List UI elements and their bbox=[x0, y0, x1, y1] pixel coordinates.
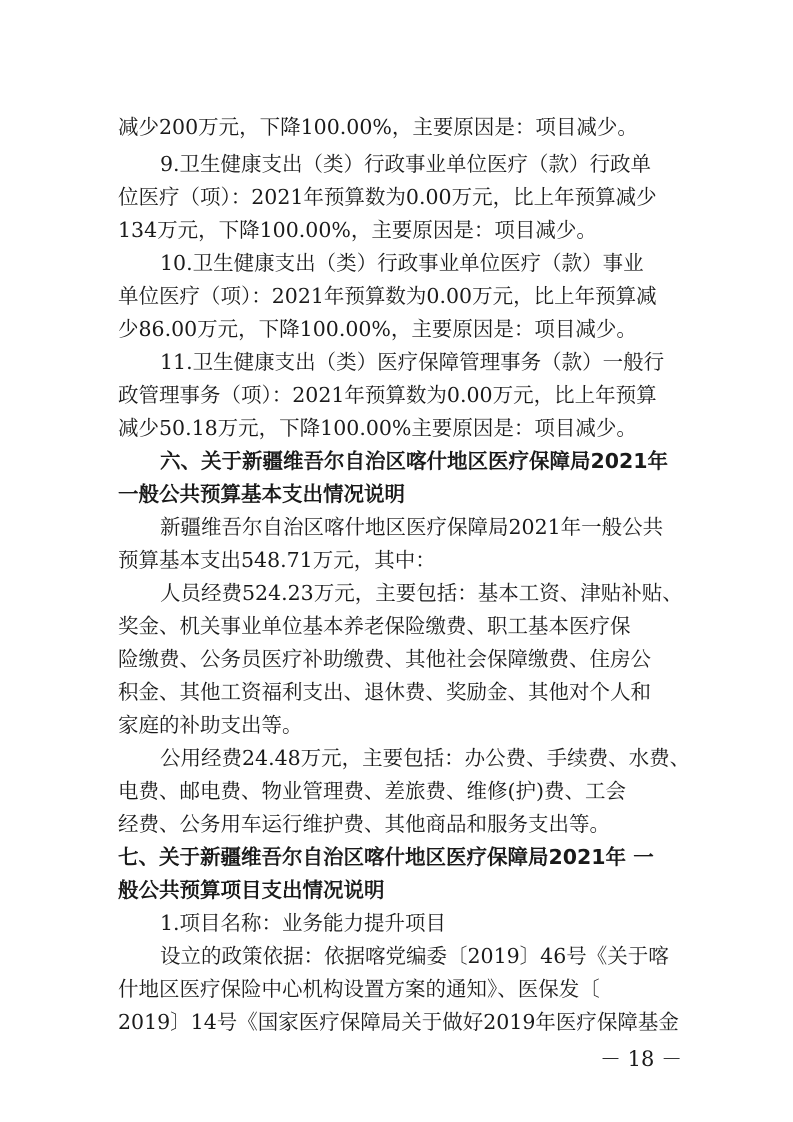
section-heading: 一般公共预算基本支出情况说明 bbox=[118, 482, 405, 506]
paragraph-line: 134万元，下降100.00%，主要原因是：项目减少。 bbox=[118, 218, 597, 242]
page-number: － 18 － bbox=[600, 1047, 683, 1071]
section-heading: 般公共预算项目支出情况说明 bbox=[118, 878, 385, 902]
paragraph-line: 预算基本支出548.71万元，其中： bbox=[118, 548, 436, 572]
paragraph-line: 减少200万元，下降100.00%，主要原因是：项目减少。 bbox=[118, 115, 638, 139]
paragraph-line: 少86.00万元，下降100.00%，主要原因是：项目减少。 bbox=[118, 317, 637, 341]
paragraph-line: 政管理事务（项）：2021年预算数为0.00万元，比上年预算 bbox=[118, 383, 657, 407]
paragraph-line: 什地区医疗保险中心机构设置方案的通知》、医保发〔 bbox=[118, 977, 600, 1001]
paragraph-line: 位医疗（项）：2021年预算数为0.00万元，比上年预算减少 bbox=[118, 185, 657, 209]
paragraph-line: 奖金、机关事业单位基本养老保险缴费、职工基本医疗保 bbox=[118, 614, 631, 638]
paragraph-line: 减少50.18万元，下降100.00%主要原因是：项目减少。 bbox=[118, 416, 637, 440]
section-heading: 七、关于新疆维吾尔自治区喀什地区医疗保障局2021年 一 bbox=[118, 845, 654, 869]
paragraph-line: 公用经费24.48万元，主要包括：办公费、手续费、水费、 bbox=[160, 746, 691, 770]
paragraph-line: 经费、公务用车运行维护费、其他商品和服务支出等。 bbox=[118, 812, 610, 836]
paragraph-line: 单位医疗（项）：2021年预算数为0.00万元，比上年预算减 bbox=[118, 284, 657, 308]
paragraph-line: 新疆维吾尔自治区喀什地区医疗保障局2021年一般公共 bbox=[160, 515, 664, 539]
paragraph-line: 2019〕14号《国家医疗保障局关于做好2019年医疗保障基金 bbox=[118, 1010, 679, 1034]
paragraph-line: 人员经费524.23万元，主要包括：基本工资、津贴补贴、 bbox=[160, 581, 683, 605]
paragraph-line: 设立的政策依据：依据喀党编委〔2019〕46号《关于喀 bbox=[160, 944, 669, 968]
paragraph-line: 电费、邮电费、物业管理费、差旅费、维修(护)费、工会 bbox=[118, 779, 626, 803]
paragraph-line: 9.卫生健康支出（类）行政事业单位医疗（款）行政单 bbox=[160, 152, 652, 176]
paragraph-line: 1.项目名称：业务能力提升项目 bbox=[160, 911, 447, 935]
paragraph-line: 家庭的补助支出等。 bbox=[118, 713, 303, 737]
paragraph-line: 积金、其他工资福利支出、退休费、奖励金、其他对个人和 bbox=[118, 680, 651, 704]
section-heading: 六、关于新疆维吾尔自治区喀什地区医疗保障局2021年 bbox=[160, 449, 669, 473]
paragraph-line: 10.卫生健康支出（类）行政事业单位医疗（款）事业 bbox=[160, 251, 644, 275]
paragraph-line: 11.卫生健康支出（类）医疗保障管理事务（款）一般行 bbox=[160, 350, 665, 374]
paragraph-line: 险缴费、公务员医疗补助缴费、其他社会保障缴费、住房公 bbox=[118, 647, 651, 671]
